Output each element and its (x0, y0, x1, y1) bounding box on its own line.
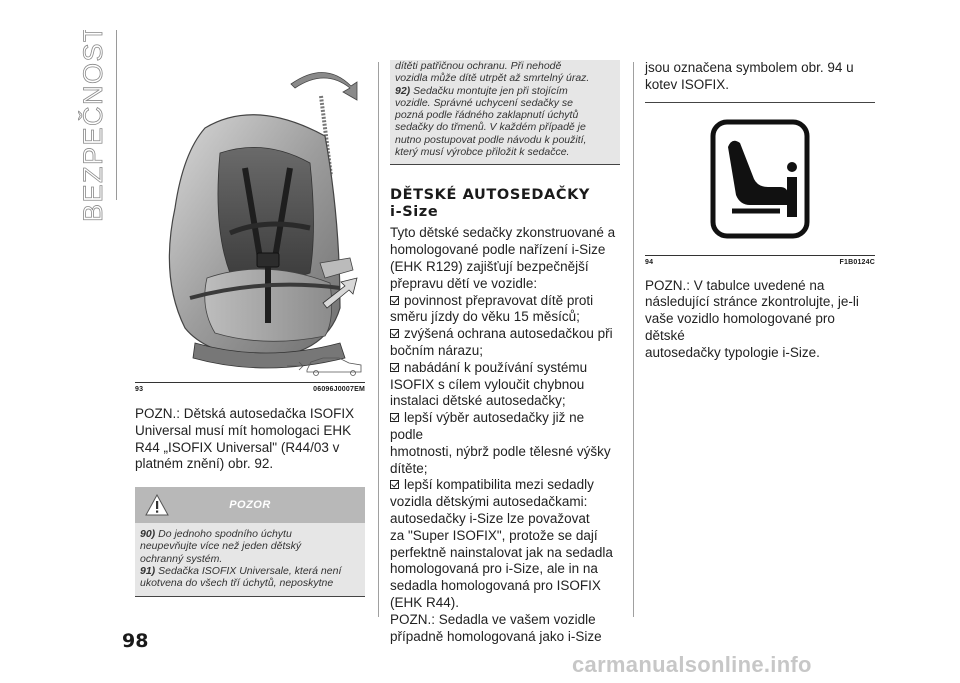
warning-item (140, 528, 360, 565)
text-line: bočním nárazu; (390, 342, 484, 358)
section-heading (390, 187, 620, 221)
page-number: 98 (122, 630, 149, 652)
text-line: který musí výrobce přiložit k sedačce. (395, 146, 570, 159)
text-line: vaše vozidlo homologované pro dětské (645, 311, 835, 343)
text-line: (EHK R129) zajišťují bezpečnější (390, 258, 589, 274)
watermark-text: carmanualsonline.info (572, 652, 812, 677)
warning-triangle-icon (145, 494, 169, 516)
isofix-symbol-icon (710, 119, 810, 239)
figure-bottom-rule (645, 255, 875, 256)
checkbox-bullet-icon (390, 329, 399, 338)
text-line: Do jednoho spodního úchytu (158, 528, 292, 541)
list-item (390, 326, 620, 360)
text-line: zvýšená ochrana autosedačkou při (404, 326, 613, 342)
note-paragraph (645, 278, 875, 362)
checkbox-bullet-icon (390, 413, 399, 422)
warning-body (135, 523, 365, 595)
warning-item (140, 565, 360, 590)
text-line: homologovaná pro i-Size, ale in na (390, 561, 598, 577)
checkbox-bullet-icon (390, 480, 399, 489)
text-line: ochranný systém. (140, 552, 223, 565)
warning-number: 92) (395, 84, 411, 97)
column-1 (135, 58, 365, 597)
figure-number: 94 (645, 258, 654, 266)
continued-paragraph (645, 60, 875, 94)
column-divider (378, 62, 379, 617)
warning-box (135, 487, 365, 596)
section-side-title (72, 30, 112, 230)
figure-93 (135, 58, 365, 383)
text-line: homologované podle nařízení i-Size (390, 242, 606, 258)
column-2 (390, 60, 620, 645)
figure-code: F1B0124C (839, 258, 875, 266)
text-line: perfektně nainstalovat jak na sedadla (390, 544, 613, 560)
text-line: přepravu dětí ve vozidle: (390, 275, 538, 291)
text-line: Tyto dětské sedačky zkonstruované a (390, 225, 616, 241)
text-line: autosedačky i-Size lze považovat (390, 510, 590, 526)
text-line: vozidle. Správné uchycení sedačky se (395, 96, 574, 109)
warning-number: 91) (140, 565, 156, 578)
text-line: Universal musí mít homologaci EHK (135, 422, 352, 438)
text-line: R44 „ISOFIX Universal" (R44/03 v (135, 439, 340, 455)
text-line: dítěte; (390, 460, 428, 476)
list-item (390, 477, 620, 611)
text-line: lepší kompatibilita mezi sedadly (404, 477, 594, 493)
text-line: Sedačka ISOFIX Universale, která není (158, 565, 342, 578)
column-divider (633, 62, 634, 617)
list-item (390, 360, 620, 410)
child-seat-illustration (135, 58, 365, 383)
warning-header (135, 487, 365, 523)
section-side-title-text: BEZPEČNOST (78, 30, 108, 222)
text-line: sedačky do třmenů. V každém případě je (395, 121, 586, 134)
text-line: nutno postupovat podle návodu k použití, (395, 133, 587, 146)
text-line: povinnost přepravovat dítě proti (404, 292, 594, 308)
curved-arrow-icon (291, 72, 357, 100)
list-item (390, 293, 620, 327)
text-line: ukotvena do všech tří úchytů, neposkytne (140, 577, 334, 590)
text-line: ISOFIX s cílem vyloučit chybnou (390, 376, 585, 392)
column-3 (645, 60, 875, 362)
checkbox-bullet-icon (390, 296, 399, 305)
checkbox-bullet-icon (390, 363, 399, 372)
text-line: nabádání k používání systému (404, 359, 588, 375)
text-line: POZN.: V tabulce uvedené na (645, 277, 825, 293)
warning-heading: POZOR (229, 499, 271, 512)
section-heading-line: i-Size (390, 204, 439, 221)
text-line: pozná podle řádného zaklapnutí úchytů (395, 109, 579, 122)
figure-number: 93 (135, 386, 144, 393)
text-line: jsou označena symbolem obr. 94 u (645, 60, 854, 75)
figure-caption (135, 386, 365, 393)
text-line: za "Super ISOFIX", protože se dají (390, 527, 598, 543)
figure-code: 06096J0007EM (313, 386, 365, 393)
text-line: instalaci dětské autosedačky; (390, 393, 566, 409)
side-rule (116, 30, 117, 200)
bullet-list (390, 293, 620, 646)
text-line: POZN.: Dětská autosedačka ISOFIX (135, 406, 355, 421)
section-heading-line: DĚTSKÉ AUTOSEDAČKY (390, 187, 591, 204)
warning-number: 90) (140, 528, 156, 541)
text-line: hmotnosti, nýbrž podle tělesné výšky (390, 443, 611, 459)
text-line: vozidla může dítě utrpět až smrtelný úraz. (395, 72, 590, 85)
list-item (390, 410, 620, 477)
text-line: směru jízdy do věku 15 měsíců; (390, 309, 580, 325)
text-line: kotev ISOFIX. (645, 76, 730, 92)
text-line: autosedačky typologie i-Size. (645, 344, 820, 360)
text-line: dítěti patřičnou ochranu. Při nehodě (395, 60, 562, 72)
figure-caption (645, 259, 875, 266)
text-line: Sedačku montujte jen při stojícím (413, 84, 568, 97)
text-line: platném znění) obr. 92. (135, 456, 274, 472)
figure-94 (645, 103, 875, 255)
text-line: sedadla homologovaná pro ISOFIX (390, 578, 601, 594)
text-line: vozidla dětskými autosedačkami: (390, 494, 588, 510)
text-line: POZN.: Sedadla ve vašem vozidle (390, 611, 596, 627)
text-line: neupevňujte více než jeden dětský (140, 540, 302, 553)
text-line: případně homologovaná jako i-Size (390, 628, 602, 644)
text-line: (EHK R44). (390, 594, 460, 610)
intro-paragraph (390, 225, 620, 292)
note-paragraph (135, 406, 365, 473)
text-line: lepší výběr autosedačky již ne podle (390, 410, 585, 442)
warning-continuation (390, 60, 620, 165)
text-line: následující stránce zkontrolujte, je-li (645, 294, 859, 310)
